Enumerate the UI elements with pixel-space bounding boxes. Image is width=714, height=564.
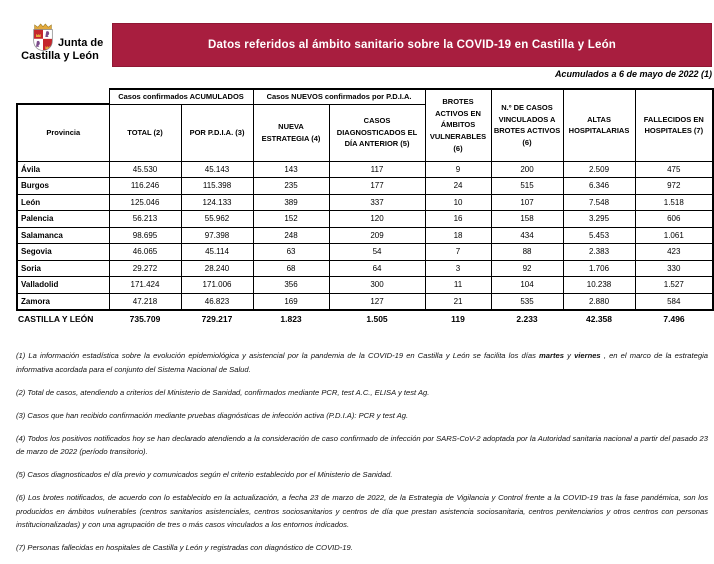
data-cell: 2.383	[563, 244, 635, 261]
header-spacer-cell	[17, 89, 109, 104]
footnote: (6) Los brotes notificados, de acuerdo con lo establecido en la actualización, a fecha 23 de marzo de 2022, de la Estrategia de Vigilancia y Control frente a la COVID-19 tras la fase pandémica, son los producidos en ámbitos vulnerables (centros sanitarios asistenciales, centros sociosanitarios y centros de día que prestan asistencia sociosanitaria, centros penitenciarios y otros centros con personas institucionalizadas) y con una agrupación de tres o más casos vinculados a los entornos indicados.	[16, 493, 708, 529]
junta-castilla-leon-logo	[8, 22, 112, 68]
data-cell: 11	[425, 277, 491, 294]
data-cell: 88	[491, 244, 563, 261]
column-header-total: TOTAL (2)	[109, 104, 181, 161]
column-header-vinculados: N.º DE CASOS VINCULADOS A BROTES ACTIVOS (6)	[491, 89, 563, 161]
group-header-new-pdia: Casos NUEVOS confirmados por P.D.I.A.	[253, 89, 425, 104]
table-row	[17, 161, 713, 178]
province-name-cell: Burgos	[17, 178, 109, 195]
data-cell: 6.346	[563, 178, 635, 195]
table-row	[17, 227, 713, 244]
column-header-diagnosticados: CASOS DIAGNOSTICADOS EL DÍA ANTERIOR (5)	[329, 104, 425, 161]
province-name-cell: Ávila	[17, 161, 109, 178]
data-cell: 200	[491, 161, 563, 178]
data-cell: 3	[425, 260, 491, 277]
column-header-altas: ALTAS HOSPITALARIAS	[563, 89, 635, 161]
data-cell: 143	[253, 161, 329, 178]
data-cell: 337	[329, 194, 425, 211]
data-cell: 45.530	[109, 161, 181, 178]
data-cell: 169	[253, 293, 329, 310]
data-cell: 107	[491, 194, 563, 211]
data-cell: 47.218	[109, 293, 181, 310]
data-cell: 972	[635, 178, 713, 195]
data-cell: 98.695	[109, 227, 181, 244]
table-row	[17, 244, 713, 261]
data-cell: 45.114	[181, 244, 253, 261]
data-cell: 584	[635, 293, 713, 310]
data-cell: 18	[425, 227, 491, 244]
data-cell: 117	[329, 161, 425, 178]
data-cell: 423	[635, 244, 713, 261]
data-cell: 3.295	[563, 211, 635, 228]
title-banner	[112, 23, 712, 67]
total-data-cell: 42.358	[586, 314, 613, 324]
footnote: (4) Todos los positivos notificados hoy se han declarado atendiendo a la consideración de caso confirmado de infección por SARS-CoV-2 adoptada por la Autoridad sanitaria nacional a partir del pasado 23 de marzo de 2022 (período transitorio).	[16, 433, 708, 456]
data-cell: 434	[491, 227, 563, 244]
data-cell: 515	[491, 178, 563, 195]
total-data-cell: 1.823	[280, 314, 302, 324]
data-cell: 127	[329, 293, 425, 310]
total-data-cell: 7.496	[663, 314, 685, 324]
page-title: Datos referidos al ámbito sanitario sobre la COVID-19 en Castilla y León	[207, 39, 617, 51]
data-cell: 1.061	[635, 227, 713, 244]
table-row	[17, 178, 713, 195]
total-data-cell: 735.709	[129, 314, 161, 324]
table-group-header-row	[17, 89, 713, 104]
data-cell: 1.527	[635, 277, 713, 294]
data-cell: 125.046	[109, 194, 181, 211]
data-cell: 389	[253, 194, 329, 211]
data-cell: 104	[491, 277, 563, 294]
data-cell: 606	[635, 211, 713, 228]
data-cell: 475	[635, 161, 713, 178]
province-name-cell: Soria	[17, 260, 109, 277]
province-name-cell: Salamanca	[17, 227, 109, 244]
column-header-provincia: Provincia	[17, 104, 109, 161]
footnote: (1) La información estadística sobre la evolución epidemiológica y asistencial por la pandemia de la COVID-19 en Castilla y León se facilita los días martes y viernes , en el marco de la estrategia informativa acordada para el conjunto del Sistema Nacional de Salud.	[16, 351, 708, 374]
province-name-cell: Valladolid	[17, 277, 109, 294]
data-cell: 5.453	[563, 227, 635, 244]
data-cell: 177	[329, 178, 425, 195]
data-cell: 535	[491, 293, 563, 310]
total-data-cell: 1.505	[366, 314, 388, 324]
data-cell: 46.823	[181, 293, 253, 310]
table-row	[17, 211, 713, 228]
data-cell: 10	[425, 194, 491, 211]
data-cell: 54	[329, 244, 425, 261]
footnotes	[16, 349, 708, 564]
column-header-fallecidos: FALLECIDOS EN HOSPITALES (7)	[635, 89, 713, 161]
table-footer	[17, 310, 713, 328]
accumulated-date-subtitle: Acumulados a 6 de mayo de 2022 (1)	[554, 69, 712, 79]
data-cell: 28.240	[181, 260, 253, 277]
data-cell: 56.213	[109, 211, 181, 228]
province-name-cell: León	[17, 194, 109, 211]
group-header-accumulated: Casos confirmados ACUMULADOS	[109, 89, 253, 104]
data-cell: 330	[635, 260, 713, 277]
data-cell: 21	[425, 293, 491, 310]
province-name-cell: Palencia	[17, 211, 109, 228]
data-cell: 29.272	[109, 260, 181, 277]
column-header-nueva-estrategia: NUEVA ESTRATEGIA (4)	[253, 104, 329, 161]
data-cell: 55.962	[181, 211, 253, 228]
data-cell: 92	[491, 260, 563, 277]
data-cell: 9	[425, 161, 491, 178]
data-cell: 124.133	[181, 194, 253, 211]
data-cell: 152	[253, 211, 329, 228]
table-row	[17, 277, 713, 294]
table-row	[17, 293, 713, 310]
data-cell: 7.548	[563, 194, 635, 211]
data-cell: 68	[253, 260, 329, 277]
data-cell: 300	[329, 277, 425, 294]
total-data-cell: 729.217	[201, 314, 233, 324]
data-cell: 24	[425, 178, 491, 195]
data-cell: 16	[425, 211, 491, 228]
data-cell: 7	[425, 244, 491, 261]
data-cell: 2.880	[563, 293, 635, 310]
table-row	[17, 194, 713, 211]
data-cell: 1.518	[635, 194, 713, 211]
total-data-cell: 2.233	[516, 314, 538, 324]
data-cell: 171.006	[181, 277, 253, 294]
footnote: (2) Total de casos, atendiendo a criterios del Ministerio de Sanidad, confirmados mediante PCR, test A.C., ELISA y test Ag.	[16, 387, 430, 397]
footnote: (3) Casos que han recibido confirmación mediante pruebas diagnósticas de infección activa (P.D.I.A): PCR y test Ag.	[16, 410, 409, 420]
province-name-cell: Zamora	[17, 293, 109, 310]
footnote: (5) Casos diagnosticados el día previo y comunicados según el criterio establecido por el Ministerio de Sanidad.	[16, 470, 393, 479]
data-cell: 116.246	[109, 178, 181, 195]
data-cell: 158	[491, 211, 563, 228]
data-cell: 45.143	[181, 161, 253, 178]
table-body	[17, 161, 713, 310]
data-cell: 1.706	[563, 260, 635, 277]
data-cell: 171.424	[109, 277, 181, 294]
table-row	[17, 260, 713, 277]
total-data-cell: 119	[451, 314, 465, 324]
logo-text-line1: Junta de	[58, 37, 104, 49]
total-row-label: CASTILLA Y LEÓN	[18, 314, 94, 324]
data-cell: 64	[329, 260, 425, 277]
logo-text-line2: Castilla y León	[21, 50, 99, 62]
data-cell: 46.065	[109, 244, 181, 261]
data-cell: 97.398	[181, 227, 253, 244]
data-cell: 115.398	[181, 178, 253, 195]
column-header-brotes: BROTES ACTIVOS EN ÁMBITOS VULNERABLES (6)	[425, 89, 491, 161]
data-cell: 10.238	[563, 277, 635, 294]
data-cell: 356	[253, 277, 329, 294]
column-header-por-pdia: POR P.D.I.A. (3)	[181, 104, 253, 161]
total-row	[17, 310, 713, 328]
footnote: (7) Personas fallecidas en hospitales de Castilla y León y registradas con diagnóstico de COVID-19.	[16, 543, 353, 552]
data-cell: 209	[329, 227, 425, 244]
covid-data-table	[16, 88, 714, 328]
data-cell: 120	[329, 211, 425, 228]
data-cell: 248	[253, 227, 329, 244]
province-name-cell: Segovia	[17, 244, 109, 261]
data-cell: 2.509	[563, 161, 635, 178]
data-cell: 63	[253, 244, 329, 261]
data-cell: 235	[253, 178, 329, 195]
